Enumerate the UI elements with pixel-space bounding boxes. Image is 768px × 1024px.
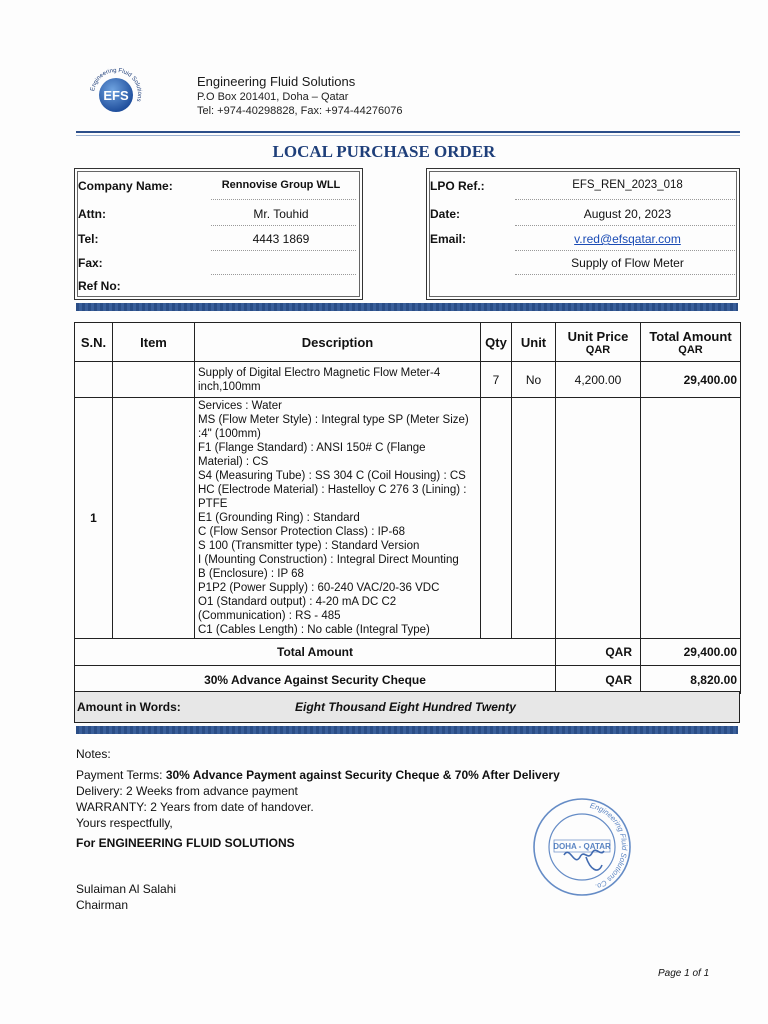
- spec-line: PTFE: [198, 498, 228, 510]
- spec-line: Material) : CS: [198, 456, 269, 468]
- amount-words-label: Amount in Words:: [77, 700, 181, 714]
- svg-text:Engineering Fluid Solutions: Engineering Fluid Solutions: [90, 67, 143, 103]
- spec-line: HC (Electrode Material) : Hastelloy C 276 3 (Lining) :: [198, 484, 467, 496]
- tel-value: 4443 1869: [252, 232, 310, 246]
- company-name: Engineering Fluid Solutions: [197, 74, 356, 89]
- signatory-position: Chairman: [76, 898, 129, 912]
- table-row: [75, 362, 741, 398]
- notes-heading: Notes:: [76, 747, 111, 761]
- delivery-note: Delivery: 2 Weeks from advance payment: [76, 784, 298, 798]
- customer-info-box: [74, 168, 363, 300]
- lpo-info-box: [426, 168, 740, 300]
- header-qty: Qty: [481, 323, 512, 362]
- lpo-ref-value: EFS_REN_2023_018: [572, 179, 683, 191]
- total-value: 29,400.00: [641, 639, 741, 666]
- spec-line: O1 (Standard output) : 4-20 mA DC C2: [198, 596, 397, 608]
- date-label: Date:: [430, 207, 461, 221]
- table-header-row: [75, 323, 741, 362]
- header-unit-price-currency: QAR: [585, 343, 611, 356]
- qty-cell: [481, 398, 512, 639]
- total-row: [75, 639, 741, 666]
- divider-bar: [76, 303, 738, 311]
- date-value: August 20, 2023: [583, 207, 672, 221]
- item-description: Supply of Digital Electro Magnetic Flow Meter-4 inch,100mm: [195, 362, 481, 398]
- for-company: For ENGINEERING FLUID SOLUTIONS: [76, 836, 295, 850]
- page-number: Page 1 of 1: [658, 968, 710, 979]
- items-table: [74, 322, 741, 694]
- company-name-value: Rennovise Group WLL: [221, 179, 341, 191]
- email-label: Email:: [430, 232, 467, 246]
- payment-terms-detail: 30% Advance Payment against Security Cheque & 70% After Delivery: [165, 768, 560, 782]
- spec-line: S4 (Measuring Tube) : SS 304 C (Coil Housing) : CS: [198, 470, 466, 482]
- ref-no-label: Ref No:: [78, 279, 121, 293]
- svg-text:Engineering Fluid Solutions Co: Engineering Fluid Solutions Co.: [588, 800, 630, 892]
- dotted-line: [211, 274, 356, 275]
- payment-terms: [76, 768, 560, 782]
- header-rule: [76, 131, 740, 133]
- company-name-label: Company Name:: [78, 179, 173, 193]
- dotted-line: [515, 250, 735, 251]
- total-label: Total Amount: [75, 639, 556, 666]
- dotted-line: [211, 250, 356, 251]
- payment-terms-prefix: Payment Terms:: [76, 768, 166, 782]
- fax-label: Fax:: [78, 256, 103, 270]
- spec-line: I (Mounting Construction) : Integral Direct Mounting: [198, 554, 459, 566]
- header-unit-price-label: Unit Price: [567, 328, 629, 344]
- total-currency: QAR: [556, 639, 641, 666]
- header-item: Item: [113, 323, 195, 362]
- header-sn: S.N.: [75, 323, 113, 362]
- dotted-line: [211, 225, 356, 226]
- spec-line: B (Enclosure) : IP 68: [198, 568, 304, 580]
- spec-line: Services : Water: [198, 400, 282, 412]
- unit-price-cell: [556, 398, 641, 639]
- amount-words-value: Eight Thousand Eight Hundred Twenty: [295, 700, 516, 714]
- closing-note: Yours respectfully,: [76, 816, 173, 830]
- company-contact: Tel: +974-40298828, Fax: +974-44276076: [197, 105, 403, 117]
- company-logo: [86, 64, 146, 124]
- tel-label: Tel:: [78, 232, 99, 246]
- spec-line: F1 (Flange Standard) : ANSI 150# C (Flange: [198, 442, 426, 454]
- item-unit-price: 4,200.00: [556, 362, 641, 398]
- header-unit-price: [556, 323, 641, 362]
- advance-currency: QAR: [556, 666, 641, 694]
- unit-cell: [512, 398, 556, 639]
- attn-label: Attn:: [78, 207, 106, 221]
- spec-line: MS (Flow Meter Style) : Integral type SP (Meter Size): [198, 414, 469, 426]
- spec-line: C1 (Cables Length) : No cable (Integral Type): [198, 624, 430, 636]
- divider-bar-bottom: [76, 726, 738, 734]
- dotted-line: [515, 225, 735, 226]
- signatory-name: Sulaiman Al Salahi: [76, 882, 177, 896]
- amount-in-words-box: [74, 691, 740, 723]
- dotted-line: [515, 199, 735, 200]
- header-total-currency: QAR: [678, 343, 703, 356]
- page-title: LOCAL PURCHASE ORDER: [272, 142, 496, 161]
- spec-line: :4" (100mm): [198, 428, 261, 440]
- item-sn: 1: [75, 398, 113, 639]
- spec-line: P1P2 (Power Supply) : 60-240 VAC/20-36 VDC: [198, 582, 440, 594]
- header-rule-thin: [76, 135, 740, 136]
- sn-cell-top: [75, 362, 113, 398]
- spec-line: S 100 (Transmitter type) : Standard Version: [198, 540, 420, 552]
- item-cell: [113, 398, 195, 639]
- warranty-note: WARRANTY: 2 Years from date of handover.: [76, 800, 314, 814]
- dotted-line: [211, 199, 356, 200]
- lpo-ref-label: LPO Ref.:: [430, 179, 485, 193]
- table-row-specs: [75, 398, 741, 639]
- header-total: [641, 323, 741, 362]
- attn-value: Mr. Touhid: [253, 207, 309, 221]
- company-address: P.O Box 201401, Doha – Qatar: [197, 91, 349, 103]
- item-qty: 7: [481, 362, 512, 398]
- advance-row: [75, 666, 741, 694]
- advance-label: 30% Advance Against Security Cheque: [75, 666, 556, 694]
- advance-value: 8,820.00: [641, 666, 741, 694]
- spec-line: C (Flow Sensor Protection Class) : IP-68: [198, 526, 406, 538]
- header-unit: Unit: [512, 323, 556, 362]
- svg-text:EFS: EFS: [103, 88, 129, 103]
- subject-value: Supply of Flow Meter: [571, 256, 684, 270]
- item-cell-top: [113, 362, 195, 398]
- header-total-label: Total Amount: [649, 328, 732, 344]
- item-unit: No: [512, 362, 556, 398]
- email-link[interactable]: v.red@efsqatar.com: [574, 232, 681, 246]
- svg-text:DOHA - QATAR: DOHA - QATAR: [553, 842, 611, 851]
- total-cell: [641, 398, 741, 639]
- company-stamp: [530, 795, 634, 899]
- spec-line: (Communication) : RS - 485: [198, 610, 341, 622]
- spec-line: E1 (Grounding Ring) : Standard: [198, 512, 360, 524]
- spec-list: [195, 398, 481, 639]
- header-description: Description: [195, 323, 481, 362]
- dotted-line: [515, 274, 735, 275]
- item-total: 29,400.00: [641, 362, 741, 398]
